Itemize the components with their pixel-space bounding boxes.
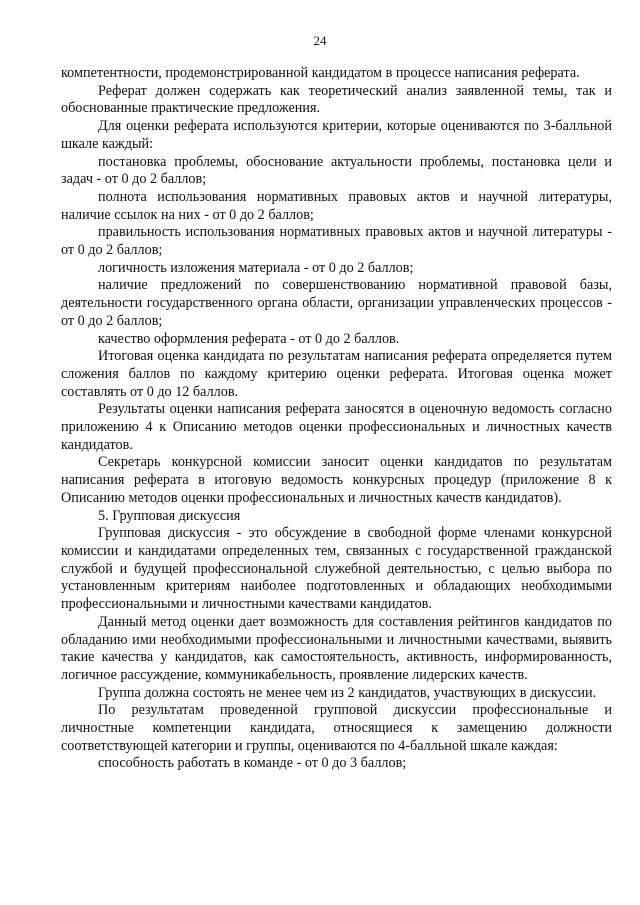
criterion-item: наличие предложений по совершенствованию нормативной правовой базы, деятельности государственного органа области, организации управленческих процессов - от 0 до 2 баллов; [61, 277, 612, 329]
paragraph: Реферат должен содержать как теоретический анализ заявленной темы, так и обоснованные практические предложения. [61, 82, 612, 117]
criterion-item: постановка проблемы, обоснование актуальности проблемы, постановка цели и задач - от 0 до 2 баллов; [61, 153, 612, 188]
paragraph: компетентности, продемонстрированной кандидатом в процессе написания реферата. [61, 65, 580, 81]
section-heading: 5. Групповая дискуссия [98, 507, 241, 524]
criterion-item: способность работать в команде - от 0 до 3 баллов; [98, 755, 407, 772]
paragraph: По результатам проведенной групповой дискуссии профессиональные и личностные компетенции кандидата, относящиеся к замещению должности соответствующей категории и группы, оцениваются по 4-балльной шкале каждая: [61, 702, 612, 754]
paragraph: Данный метод оценки дает возможность для составления рейтингов кандидатов по обладанию ими необходимыми профессиональными и личностными качествами, выявить такие качества у кандидатов, как самостоятельность, активность, информированность, логичное рассуждение, коммуникабельность, проявление лидерских качеств. [61, 613, 612, 683]
criterion-item: логичность изложения материала - от 0 до 2 баллов; [98, 259, 414, 276]
document-body [61, 65, 612, 773]
paragraph: Группа должна состоять не менее чем из 2 кандидатов, участвующих в дискуссии. [98, 684, 597, 701]
criterion-item: полнота использования нормативных правовых актов и научной литературы, наличие ссылок на них - от 0 до 2 баллов; [61, 188, 612, 223]
paragraph: Групповая дискуссия - это обсуждение в свободной форме членами конкурсной комиссии и кандидатами определенных тем, связанных с государственной гражданской службой и будущей профессиональной служебной деятельностью, с целью выбора по установленным критериям наиболее подготовленных и обладающих необходимыми профессиональными и личностными качествами кандидатов. [61, 525, 612, 613]
paragraph: Итоговая оценка кандидата по результатам написания реферата определяется путем сложения баллов по каждому критерию оценки реферата. Итоговая оценка может составлять от 0 до 12 баллов. [61, 348, 612, 400]
page-number: 24 [313, 33, 327, 48]
paragraph: Для оценки реферата используются критерии, которые оцениваются по 3-балльной шкале каждый: [61, 118, 612, 152]
criterion-item: качество оформления реферата - от 0 до 2 баллов. [98, 330, 400, 347]
paragraph: Секретарь конкурсной комиссии заносит оценки кандидатов по результатам написания реферата в итоговую ведомость конкурсных процедур (приложение 8 к Описанию методов оценки профессиональных и личностных качеств кандидатов). [61, 454, 612, 506]
criterion-item: правильность использования нормативных правовых актов и научной литературы - от 0 до 2 баллов; [61, 224, 612, 259]
paragraph: Результаты оценки написания реферата заносятся в оценочную ведомость согласно приложению 4 к Описанию методов оценки профессиональных и личностных качеств кандидатов. [61, 401, 612, 453]
